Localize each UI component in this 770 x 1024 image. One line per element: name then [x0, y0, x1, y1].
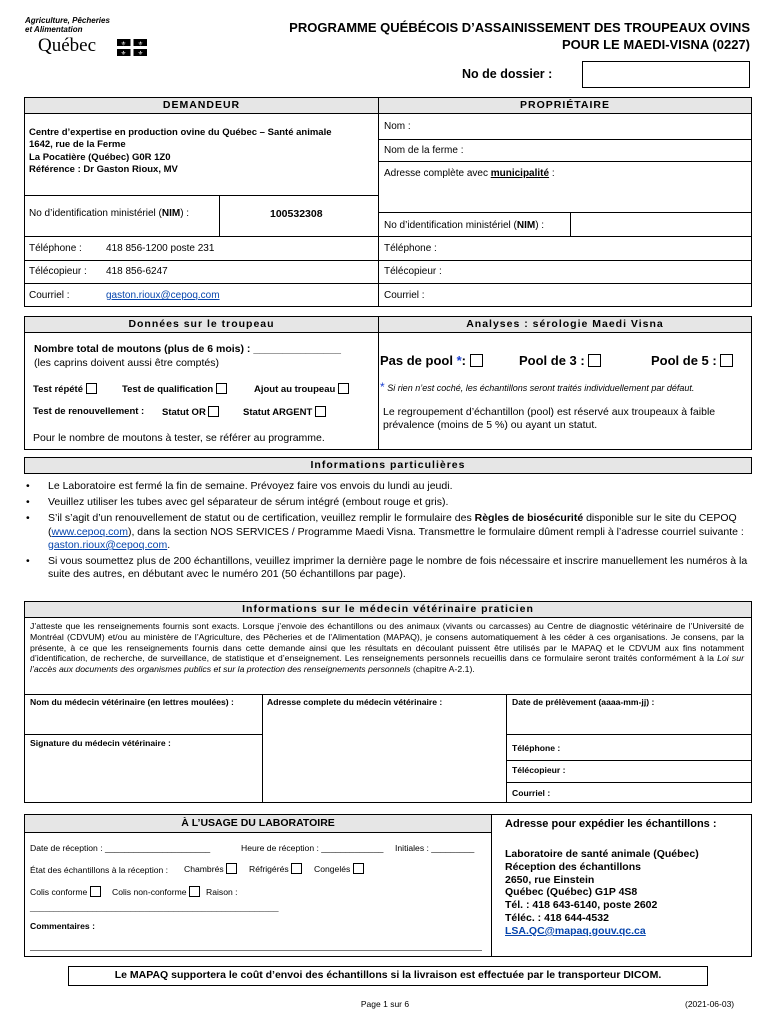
info-bullet: Si vous soumettez plus de 200 échantillons, veuillez imprimer la dernière page le nombre de fois nécessaire et inscrire manuellement les numéros à la suite des autres, en débutant avec le numéro 201 (50 échantillons par page).: [48, 555, 748, 581]
refrigeres-checkbox[interactable]: [291, 863, 302, 874]
cepoq-website-link[interactable]: www.cepoq.com: [51, 525, 128, 538]
shipping-heading: Adresse pour expédier les échantillons :: [505, 818, 717, 830]
owner-nim-label: No d’identification ministériel (NIM) :: [384, 220, 545, 231]
vet-address-label: Adresse complete du médecin vétérinaire :: [267, 697, 443, 707]
statut-or-option[interactable]: Statut OR: [162, 406, 219, 418]
pas-de-pool-option[interactable]: Pas de pool *:: [380, 353, 483, 368]
comments-label: Commentaires :: [30, 921, 95, 931]
statut-argent-option[interactable]: Statut ARGENT: [243, 406, 326, 418]
colis-conforme-option[interactable]: Colis conforme: [30, 886, 101, 897]
svg-text:⚜: ⚜: [137, 40, 144, 48]
test-qualification-checkbox[interactable]: [216, 383, 227, 394]
test-repete-checkbox[interactable]: [86, 383, 97, 394]
owner-farm-label: Nom de la ferme :: [384, 145, 464, 156]
infos-heading: Informations particulières: [24, 457, 752, 474]
requester-address-line: La Pocatière (Québec) G0R 1Z0: [29, 151, 171, 163]
pool3-option[interactable]: Pool de 3 :: [519, 353, 601, 368]
sample-state-label: État des échantillons à la réception :: [30, 865, 169, 875]
form-title-line-2: POUR LE MAEDI-VISNA (0227): [561, 37, 750, 52]
owner-fax-label: Télécopieur :: [384, 266, 442, 277]
ajout-troupeau-checkbox[interactable]: [338, 383, 349, 394]
requester-fax-label: Télécopieur :: [29, 266, 87, 277]
requester-email-label: Courriel :: [29, 290, 70, 301]
requester-nim-value: 100532308: [270, 208, 323, 220]
requester-address-line: Centre d’expertise en production ovine du Québec – Santé animale: [29, 127, 332, 138]
analyses-heading: Analyses : sérologie Maedi Visna: [378, 316, 752, 333]
fleur-de-lis-flag-icon: [117, 39, 147, 56]
requester-phone-label: Téléphone :: [29, 243, 82, 254]
renewal-label: Test de renouvellement :: [33, 406, 145, 417]
form-title-line-1: PROGRAMME QUÉBÉCOIS D’ASSAINISSEMENT DES TROUPEAUX OVINS: [289, 20, 750, 35]
revision-date: (2021-06-03): [685, 999, 735, 1009]
test-repete-option[interactable]: Test répété: [33, 383, 97, 395]
requester-phone-value: 418 856-1200 poste 231: [106, 243, 215, 254]
congeles-checkbox[interactable]: [353, 863, 364, 874]
pool5-option[interactable]: Pool de 5 :: [651, 353, 733, 368]
owner-phone-label: Téléphone :: [384, 243, 437, 254]
statut-or-checkbox[interactable]: [208, 406, 219, 417]
vet-email-label: Courriel :: [512, 788, 551, 798]
raison-line[interactable]: ____________________________________________________: [30, 902, 279, 912]
dicom-notice: Le MAPAQ supportera le coût d’envoi des échantillons si la livraison est effectuée par le transporteur DICOM.: [68, 966, 708, 986]
info-bullet: Veuillez utiliser les tubes avec gel séparateur de sérum intégré (embout rouge et gris).: [48, 496, 449, 509]
logo-wordmark: Québec: [38, 35, 97, 56]
quebec-logo: [25, 16, 150, 56]
vet-name-label: Nom du médecin vétérinaire (en lettres moulées) :: [30, 697, 234, 707]
shipping-address-line: Tél. : 418 643-6140, poste 2602: [505, 899, 658, 912]
owner-address-label: Adresse complète avec municipalité :: [384, 168, 555, 179]
goats-note: (les caprins doivent aussi être comptés): [34, 357, 219, 369]
lab-email-link[interactable]: LSA.QC@mapaq.gouv.qc.ca: [505, 924, 646, 937]
requester-nim-label: No d’identification ministériel (NIM) :: [29, 208, 190, 219]
consent-text: J’atteste que les renseignements fournis sont exacts. Lorsque j’envoie des échantillons ou des animaux (vivants ou carcasses) au Centre de diagnostic vétérinaire de l’Université de Montréal (CDVUM) et/ou au ministère de l’Agriculture, des Pêcheries et de l’Alimentation (MAPAQ), je consens automatiquement à les céder à ces organisations. Je consens, par la présente, à ce que les renseignements fournis dans cette demande ainsi que les résultats en découlant puissent être utilisés par le MAPAQ et le CDVUM aux fins notamment d’identification, de recherche, de surveillance, de statistique et d’enseignement. Les renseignements personnels recueillis dans ce formulaire seront traités conformément à la Loi sur l’accès aux documents des organismes publics et sur la protection des renseignements personnels (chapitre A-2.1).: [30, 621, 745, 675]
info-list: • Le Laboratoire est fermé la fin de semaine. Prévoyez faire vos envois du lundi au jeudi. • Veuillez utiliser les tubes avec gel séparateur de sérum intégré (embout rouge et gris). • S’il s’agit d’un renouvellement de statut ou de certification, veuillez remplir le formulaire des Règles de biosécurité disponible sur le site du CEPOQ (www.cepoq.com), dans la section NOS SERVICES / Programme Maedi Visna. Transmettre le formulaire dûment rempli à l’adresse courriel suivante : gaston.rioux@cepoq.com. • Si vous soumettez plus de 200 échantillons, veuillez imprimer la dernière page le nombre de fois nécessaire et inscrire manuellement les numéros à la suite des autres, en débutant avec le numéro 201 (50 échantillons par page).: [24, 480, 764, 581]
initials-field[interactable]: Initiales : _________: [395, 843, 475, 853]
lab-use-heading: À L’USAGE DU LABORATOIRE: [24, 814, 492, 833]
dossier-number-field[interactable]: [582, 61, 750, 88]
requester-email-link[interactable]: gaston.rioux@cepoq.com: [106, 290, 220, 301]
page-number: Page 1 sur 6: [360, 999, 410, 1009]
owner-name-label: Nom :: [384, 121, 411, 132]
requester-address: [29, 127, 332, 176]
svg-text:⚜: ⚜: [120, 40, 127, 48]
logo-ministry-line-1: Agriculture, Pêcheries: [25, 16, 110, 25]
sheep-total-field[interactable]: Nombre total de moutons (plus de 6 mois) : _______________: [34, 343, 341, 355]
shipping-address-line: Téléc. : 418 644-4532: [505, 911, 609, 924]
requester-address-line: 1642, rue de la Ferme: [29, 139, 126, 151]
dossier-label: No de dossier :: [462, 67, 553, 81]
test-qualification-option[interactable]: Test de qualification: [122, 383, 227, 395]
reception-time-field[interactable]: Heure de réception : _____________: [241, 843, 384, 853]
raison-label: Raison :: [206, 887, 238, 897]
vet-phone-label: Téléphone :: [512, 743, 561, 753]
info-bullet: Le Laboratoire est fermé la fin de semaine. Prévoyez faire vos envois du lundi au jeudi.: [48, 480, 453, 492]
statut-argent-checkbox[interactable]: [315, 406, 326, 417]
herd-footer-note: Pour le nombre de moutons à tester, se référer au programme.: [33, 432, 325, 444]
svg-text:⚜: ⚜: [137, 50, 144, 56]
shipping-address-line: Réception des échantillons: [505, 860, 641, 873]
pool-restriction-note: Le regroupement d’échantillon (pool) est réservé aux troupeaux à faible prévalence (moins de 5 %) ou ayant un statut.: [383, 406, 716, 431]
pas-de-pool-checkbox[interactable]: [470, 354, 483, 367]
shipping-address: [505, 848, 699, 938]
requester-fax-value: 418 856-6247: [106, 266, 168, 277]
colis-non-conforme-option[interactable]: Colis non-conforme: [112, 886, 200, 897]
biosecurity-email-link[interactable]: gaston.rioux@cepoq.com: [48, 538, 168, 551]
logo-ministry-line-2: et Alimentation: [25, 25, 83, 34]
colis-conforme-checkbox[interactable]: [90, 886, 101, 897]
demandeur-heading: DEMANDEUR: [24, 97, 379, 114]
refrigeres-option[interactable]: Réfrigérés: [249, 863, 302, 874]
chambres-option[interactable]: Chambrés: [184, 863, 237, 874]
pool5-checkbox[interactable]: [720, 354, 733, 367]
ajout-troupeau-option[interactable]: Ajout au troupeau: [254, 383, 349, 395]
pool3-checkbox[interactable]: [588, 354, 601, 367]
veterinarian-heading: Informations sur le médecin vétérinaire praticien: [24, 601, 752, 618]
troupeau-heading: Données sur le troupeau: [24, 316, 379, 333]
chambres-checkbox[interactable]: [226, 863, 237, 874]
vet-signature-label: Signature du médecin vétérinaire :: [30, 738, 171, 748]
svg-text:⚜: ⚜: [120, 50, 127, 56]
sampling-date-label: Date de prélèvement (aaaa-mm-jj) :: [512, 697, 655, 707]
info-bullet: • S’il s’agit d’un renouvellement de statut ou de certification, veuillez remplir le formulaire des Règles de biosécurité disponible sur le site du CEPOQ (www.cepoq.com), dans la section NOS SERVICES / Programme Maedi Visna. Transmettre le formulaire dûment rempli à l’adresse courriel suivante : gaston.rioux@cepoq.com.: [26, 512, 744, 551]
colis-non-conforme-checkbox[interactable]: [189, 886, 200, 897]
owner-email-label: Courriel :: [384, 290, 425, 301]
vet-fax-label: Télécopieur :: [512, 765, 566, 775]
reception-date-field[interactable]: Date de réception : ______________________: [30, 843, 211, 853]
proprietaire-heading: PROPRIÉTAIRE: [378, 97, 752, 114]
congeles-option[interactable]: Congelés: [314, 863, 364, 874]
requester-address-line: Référence : Dr Gaston Rioux, MV: [29, 163, 178, 175]
pool-default-note: * Si rien n’est coché, les échantillons seront traités individuellement par défaut.: [380, 380, 695, 394]
shipping-address-line: 2650, rue Einstein: [505, 873, 595, 886]
shipping-address-line: Québec (Québec) G1P 4S8: [505, 886, 638, 899]
shipping-address-line: Laboratoire de santé animale (Québec): [505, 848, 699, 860]
